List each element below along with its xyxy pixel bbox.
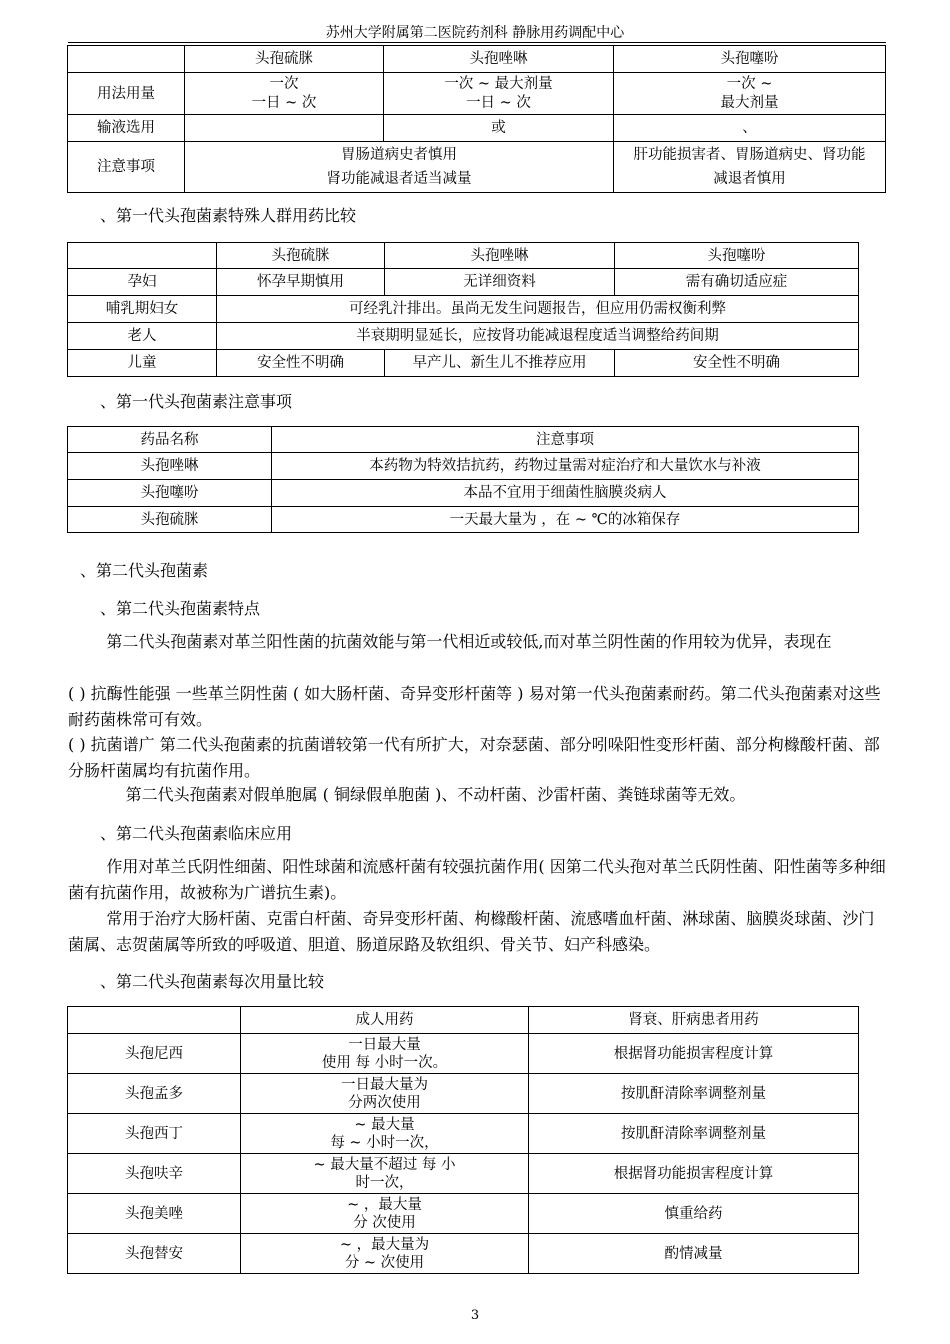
row-label: 儿童: [68, 350, 217, 377]
page-header: 苏州大学附属第二医院药剂科 静脉用药调配中心: [325, 25, 625, 41]
cell-line: 肝功能损害者、胃肠道病史、肾功能: [633, 147, 866, 163]
table-cell: [241, 1154, 529, 1194]
cell-line: 分 次使用: [353, 1214, 416, 1231]
header-rule: [68, 42, 886, 43]
table-cell: 按肌酐清除率调整剂量: [529, 1074, 859, 1114]
table-row: [68, 323, 859, 350]
table-cell: [614, 142, 886, 193]
table-row: [68, 142, 886, 193]
cell-line: 一日 ~ 次: [251, 94, 317, 111]
section-heading: 、第二代头孢菌素特点: [100, 599, 261, 618]
cell-line: 最大剂量: [720, 94, 779, 111]
cell-line: 使用 每 小时一次。: [321, 1054, 448, 1071]
header-cell: [68, 243, 217, 269]
header-cell: 头孢唑啉: [385, 243, 615, 269]
row-label: 注意事项: [68, 142, 185, 193]
table-header-row: [68, 46, 886, 73]
cell-line: 时一次，: [355, 1174, 414, 1191]
cell-line: ~ ，最大量为: [339, 1236, 430, 1253]
table-cell: 根据肾功能损害程度计算: [529, 1034, 859, 1074]
table-cell: 头孢唑啉: [68, 453, 272, 480]
table-cell: 本品不宜用于细菌性脑膜炎病人: [272, 480, 859, 507]
paragraph: 作用对革兰氏阴性细菌、阳性球菌和流感杆菌有较强抗菌作用( 因第二代头孢对革兰氏阴性菌、阳性菌等多种细菌有抗菌作用，故被称为广谱抗生素)。: [68, 857, 886, 902]
table-cell: [241, 1114, 529, 1154]
table-row: [68, 1154, 859, 1194]
table-cell: [241, 1194, 529, 1234]
table-header-row: [68, 1007, 859, 1034]
header-cell: 头孢噻吩: [614, 46, 886, 73]
cell-line: 分 ~ 次使用: [344, 1254, 425, 1271]
cell-line: 一次 ~ 最大剂量: [444, 75, 553, 92]
cell-line: ~ 最大量不超过 每 小: [313, 1156, 456, 1173]
cell-line: 胃肠道病史者慎用: [341, 147, 457, 163]
table-cell: 头孢呋辛: [68, 1154, 241, 1194]
table-cell: 根据肾功能损害程度计算: [529, 1154, 859, 1194]
table-cell: 本药物为特效拮抗药，药物过量需对症治疗和大量饮水与补液: [272, 453, 859, 480]
table-cell: [241, 1034, 529, 1074]
table-cell: [185, 115, 384, 142]
table-row: [68, 480, 859, 507]
table-row: [68, 350, 859, 377]
header-cell: 头孢噻吩: [615, 243, 859, 269]
cell-line: 每 ~ 小时一次，: [330, 1134, 439, 1151]
header-cell: 头孢唑啉: [384, 46, 614, 73]
table-cell: [614, 73, 886, 115]
table-cell: [185, 73, 384, 115]
section-heading: 、第二代头孢菌素每次用量比较: [100, 972, 325, 991]
table-row: [68, 507, 859, 533]
cell-line: ~ 最大量: [354, 1116, 415, 1133]
table-cell: [384, 73, 614, 115]
table-cell: 头孢硫脒: [68, 507, 272, 533]
second-gen-dosage-table: [67, 1006, 859, 1274]
table-cell: 头孢美唑: [68, 1194, 241, 1234]
table-cell: 需有确切适应症: [615, 269, 859, 296]
cell-line: 减退者慎用: [713, 171, 786, 187]
table-cell: 头孢西丁: [68, 1114, 241, 1154]
paragraph: ( ) 抗酶性能强 一些革兰阴性菌 ( 如大肠杆菌、奇异变形杆菌等 ) 易对第一代头孢菌素耐药。第二代头孢菌素对这些耐药菌株常可有效。: [68, 684, 881, 729]
special-population-table: [67, 242, 859, 377]
table-cell: 早产儿、新生儿不推荐应用: [385, 350, 615, 377]
page-number: 3: [470, 1308, 480, 1323]
table-cell: 安全性不明确: [615, 350, 859, 377]
table-cell: 头孢孟多: [68, 1074, 241, 1114]
table-cell: 头孢替安: [68, 1234, 241, 1274]
cell-line: ~ ，最大量: [347, 1196, 422, 1213]
table-cell: 可经乳汁排出。虽尚无发生问题报告，但应用仍需权衡利弊: [217, 296, 859, 323]
section-heading: 、第二代头孢菌素: [80, 561, 209, 580]
row-label: 哺乳期妇女: [68, 296, 217, 323]
table-cell: 慎重给药: [529, 1194, 859, 1234]
table-cell: [185, 142, 614, 193]
table-row: [68, 1074, 859, 1114]
table-cell: 头孢噻吩: [68, 480, 272, 507]
header-cell: 药品名称: [68, 427, 272, 453]
header-cell: 头孢硫脒: [185, 46, 384, 73]
table-cell: 一天最大量为 ，在 ~ ℃的冰箱保存: [272, 507, 859, 533]
table-row: [68, 115, 886, 142]
paragraph: 第二代头孢菌素对革兰阳性菌的抗菌效能与第一代相近或较低,而对革兰阴性菌的作用较为优异，表现在: [106, 632, 832, 651]
row-label: 孕妇: [68, 269, 217, 296]
header-cell: 头孢硫脒: [217, 243, 385, 269]
row-label: 老人: [68, 323, 217, 350]
section-heading: 、第一代头孢菌素特殊人群用药比较: [100, 206, 357, 225]
cell-line: 分两次使用: [348, 1094, 421, 1111]
table-row: [68, 1234, 859, 1274]
paragraph: ( ) 抗菌谱广 第二代头孢菌素的抗菌谱较第一代有所扩大，对奈瑟菌、部分吲哚阳性变形杆菌、部分枸橼酸杆菌、部分肠杆菌属均有抗菌作用。: [68, 735, 880, 780]
table-row: [68, 1034, 859, 1074]
cell-line: 一次 ~: [726, 75, 773, 92]
table-cell: 半衰期明显延长，应按肾功能减退程度适当调整给药间期: [217, 323, 859, 350]
table-row: [68, 1114, 859, 1154]
cell-line: 一日最大量为: [341, 1076, 428, 1093]
precautions-table: [67, 426, 859, 533]
header-cell: [68, 46, 185, 73]
header-cell: 成人用药: [241, 1007, 529, 1034]
row-label: 用法用量: [68, 73, 185, 115]
table-cell: 酌情减量: [529, 1234, 859, 1274]
table-cell: 按肌酐清除率调整剂量: [529, 1114, 859, 1154]
table-cell: 头孢尼西: [68, 1034, 241, 1074]
table-row: [68, 453, 859, 480]
table-row: [68, 73, 886, 115]
table-cell: 怀孕早期慎用: [217, 269, 385, 296]
section-heading: 、第二代头孢菌素临床应用: [100, 824, 293, 843]
table-cell: 无详细资料: [385, 269, 615, 296]
header-cell: 注意事项: [272, 427, 859, 453]
dosage-table-first-gen: [67, 45, 886, 193]
cell-line: 一日最大量: [348, 1036, 421, 1053]
table-cell: [241, 1074, 529, 1114]
table-cell: 或: [384, 115, 614, 142]
cell-line: 肾功能减退者适当减量: [326, 171, 472, 187]
cell-line: 一日 ~ 次: [466, 94, 531, 111]
table-cell: 安全性不明确: [217, 350, 385, 377]
table-cell: 、: [614, 115, 886, 142]
section-heading: 、第一代头孢菌素注意事项: [100, 392, 293, 411]
table-header-row: [68, 427, 859, 453]
paragraph: 第二代头孢菌素对假单胞属 ( 铜绿假单胞菌 )、不动杆菌、沙雷杆菌、粪链球菌等无效。: [125, 785, 746, 804]
table-row: [68, 269, 859, 296]
header-cell: [68, 1007, 241, 1034]
row-label: 输液选用: [68, 115, 185, 142]
paragraph: 常用于治疗大肠杆菌、克雷白杆菌、奇异变形杆菌、枸橼酸杆菌、流感嗜血杆菌、淋球菌、脑膜炎球菌、沙门菌属、志贺菌属等所致的呼吸道、胆道、肠道尿路及软组织、骨关节、妇产科感染。: [68, 909, 875, 954]
table-cell: [241, 1234, 529, 1274]
header-cell: 肾衰、肝病患者用药: [529, 1007, 859, 1034]
cell-line: 一次: [269, 75, 299, 92]
table-header-row: [68, 243, 859, 269]
table-row: [68, 1194, 859, 1234]
table-row: [68, 296, 859, 323]
